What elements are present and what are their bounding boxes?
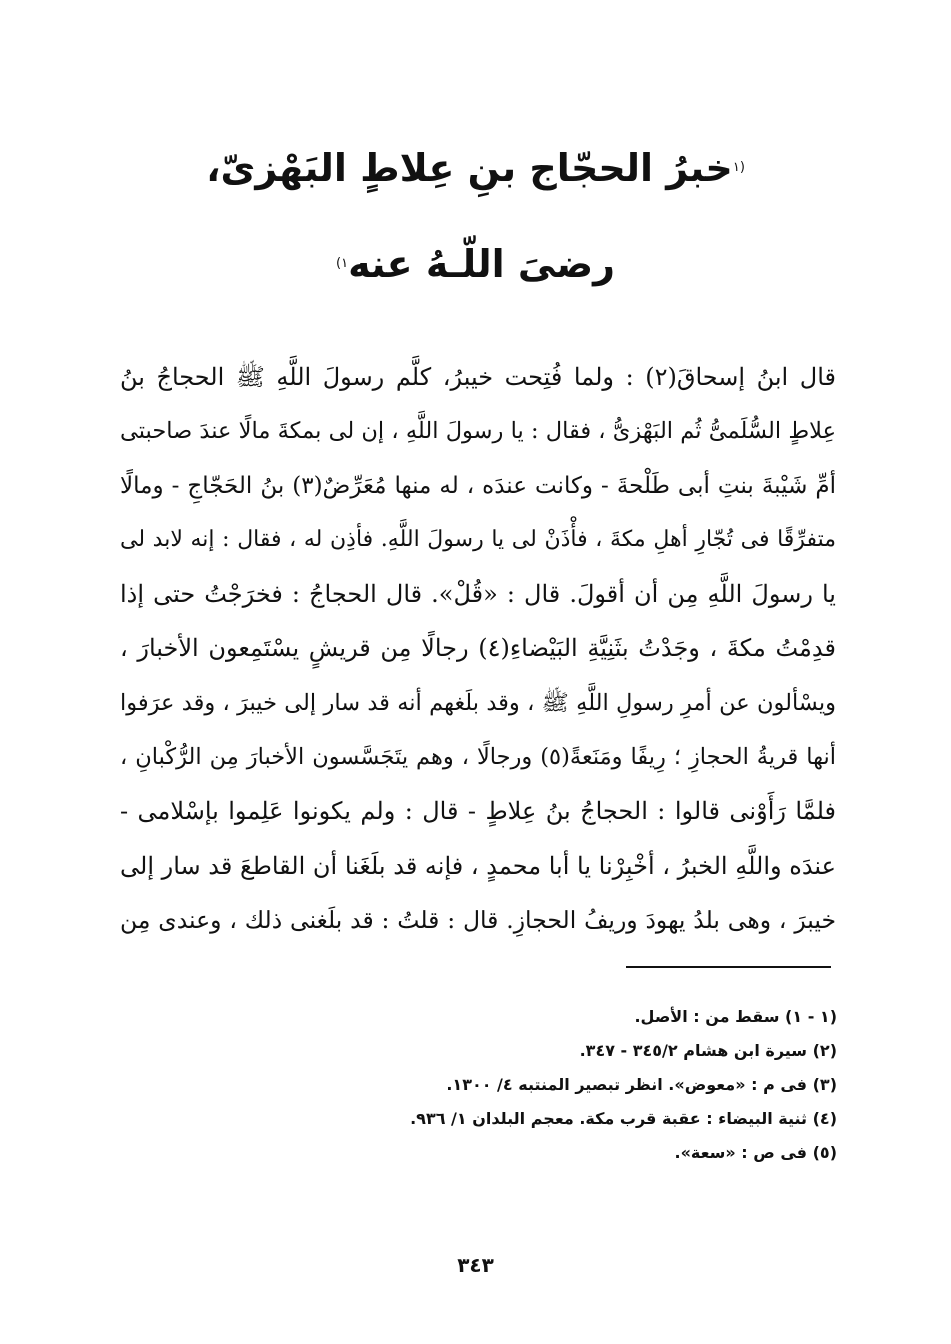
chapter-title-line-1 bbox=[120, 148, 831, 198]
body-line: عندَه واللَّهِ الخبرُ ، أخْبِرْنا يا أبا محمدٍ ، فإنه قد بلَغَنا أن القاطعَ قد سار إلى bbox=[120, 851, 836, 880]
body-line: قدِمْتُ مكةَ ، وجَدْتُ بثَنِيَّةِ البَيْضاءِ(٤) رجالًا مِن قريشٍ يسْتَمِعون الأخبارَ ، bbox=[120, 634, 836, 663]
footnote: (٥) فى ص : «سعة». bbox=[674, 1143, 837, 1162]
chapter-title-line-2 bbox=[120, 244, 831, 294]
body-line: أمِّ شَيْبةَ بنتِ أبى طَلْحةَ - وكانت عندَه ، له منها مُعَرِّضٌ(٣) بنُ الحَجّاجِ - ومالًا bbox=[120, 472, 836, 499]
body-line: خيبرَ ، وهى بلدُ يهودَ وريفُ الحجازِ. قال : قلتُ : قد بلَغنى ذلك ، وعندى مِن bbox=[120, 905, 836, 934]
footnote: (٣) فى م : «معوض». انظر تبصير المنتبه ٤/ ١٣٠٠. bbox=[446, 1075, 837, 1094]
body-line: متفرِّقًا فى تُجّارِ أهلِ مكةَ ، فأْذَنْ لى يا رسولَ اللَّهِ. فأذِن له ، فقال : إنه لابد لى bbox=[120, 526, 836, 552]
body-line: فلمَّا رَأَوْنى قالوا : الحجاجُ بنُ عِلاطٍ - قال : ولم يكونوا عَلِموا بإسْلامى - bbox=[120, 797, 836, 826]
body-line: ويسْألون عن أمرِ رسولِ اللَّهِ ﷺ ، وقد بلَغهم أنه قد سار إلى خيبرَ ، وقد عرَفوا bbox=[120, 689, 836, 716]
body-line: أنها قريةُ الحجازِ ؛ رِيفًا ومَنَعةً(٥) ورجالًا ، وهم يتَجَسَّسون الأخبارَ مِن الرُّكْبانِ ، bbox=[120, 744, 836, 771]
footnote-marker: ١) bbox=[336, 256, 349, 271]
page-number: ٣٤٣ bbox=[457, 1253, 494, 1277]
footnotes bbox=[300, 1000, 837, 1170]
body-text bbox=[120, 350, 836, 947]
body-line: قال ابنُ إسحاقَ(٢) : ولما فُتِحت خيبرُ، كلَّم رسولَ اللَّهِ ﷺ الحجاجُ بنُ bbox=[120, 363, 836, 391]
footnote: (١ - ١) سقط من : الأصل. bbox=[634, 1007, 837, 1026]
body-line: يا رسولَ اللَّهِ مِن أن أقولَ. قال : «قُلْ». قال الحجاجُ : فخرَجْتُ حتى إذا bbox=[120, 580, 836, 609]
footnote-separator bbox=[626, 966, 831, 968]
footnote: (٤) ثنية البيضاء : عقبة قرب مكة. معجم البلدان ١/ ٩٣٦. bbox=[410, 1109, 837, 1128]
chapter-title-text-2: رضىَ اللّـهُ عنه bbox=[348, 242, 615, 286]
footnote-marker: (١ bbox=[732, 160, 745, 175]
chapter-title bbox=[120, 140, 831, 294]
chapter-title-text-1: خبرُ الحجّاج بنِ عِلاطٍ البَهْزىّ، bbox=[206, 146, 733, 190]
footnote: (٢) سيرة ابن هشام ٣٤٥/٢ - ٣٤٧. bbox=[579, 1041, 837, 1060]
body-line: عِلاطٍ السُّلَمىُّ ثُم البَهْزىُّ ، فقال : يا رسولَ اللَّهِ ، إن لى بمكةَ مالًا عندَ صاحبتى bbox=[120, 418, 836, 445]
